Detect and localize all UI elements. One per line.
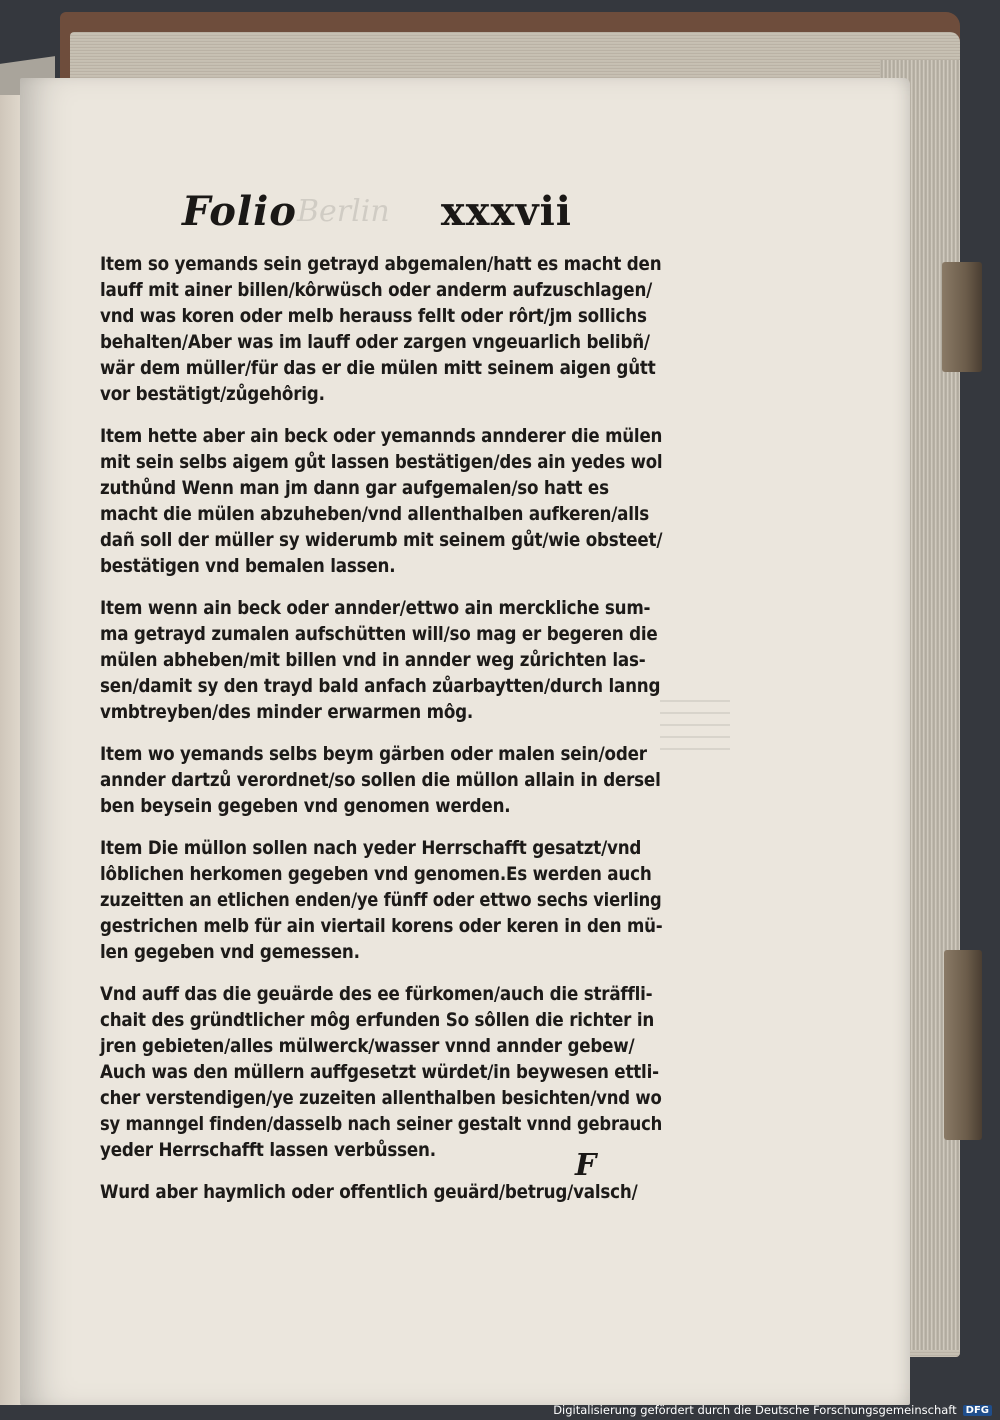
- text-line: len gegeben vnd gemessen.: [100, 942, 360, 963]
- paragraph: [100, 742, 662, 820]
- paragraph: [100, 836, 662, 966]
- text-line: Auch was den müllern auffgesetzt würdet/in beywesen ettli-: [100, 1062, 659, 1083]
- text-line: mülen abheben/mit billen vnd in annder weg zůrichten las-: [100, 650, 646, 671]
- text-line: yeder Herrschafft lassen verbůssen.: [100, 1140, 436, 1161]
- text-line: mit sein selbs aigem gůt lassen bestätigen/des ain yedes wol: [100, 452, 663, 473]
- text-line: Item Die müllon sollen nach yeder Herrschafft gesatzt/vnd: [100, 838, 642, 859]
- text-line: wär dem müller/für das er die mülen mitt seinem aigen gůtt: [100, 358, 656, 379]
- text-line: dañ soll der müller sy widerumb mit seinem gůt/wie obsteet/: [100, 530, 663, 551]
- paragraph: [100, 596, 662, 726]
- text-line: sen/damit sy den trayd bald anfach zůarbaytten/durch lanng: [100, 676, 661, 697]
- text-line: lauff mit ainer billen/kôrwüsch oder anderm aufzuschlagen/: [100, 280, 653, 301]
- show-through-text: Berlin: [297, 194, 390, 229]
- text-line: ma getrayd zumalen aufschütten will/so mag er begeren die: [100, 624, 658, 645]
- text-line: jren gebieten/alles mülwerck/wasser vnnd annder gebew/: [100, 1036, 635, 1057]
- text-line: zuthůnd Wenn man jm dann gar aufgemalen/so hatt es: [100, 478, 609, 499]
- digitization-credit: [553, 1402, 992, 1418]
- text-line: macht die mülen abzuheben/vnd allenthalben aufkeren/alls: [100, 504, 650, 525]
- text-line: ben beysein gegeben vnd genomen werden.: [100, 796, 511, 817]
- text-line: Item so yemands sein getrayd abgemalen/hatt es macht den: [100, 254, 662, 275]
- paragraph: [100, 982, 662, 1164]
- text-line: Vnd auff das die geuärde des ee fürkomen/auch die sträffli-: [100, 984, 653, 1005]
- dfg-logo: DFG: [963, 1405, 992, 1416]
- text-line: vmbtreyben/des minder erwarmen môg.: [100, 702, 474, 723]
- text-line: Item wo yemands selbs beym gärben oder malen sein/oder: [100, 744, 647, 765]
- text-line: annder dartzů verordnet/so sollen die müllon allain in dersel: [100, 770, 661, 791]
- text-line: chait des gründtlicher môg erfunden So sôllen die richter in: [100, 1010, 655, 1031]
- text-line: vor bestätigt/zůgehôrig.: [100, 384, 325, 405]
- credit-text: Digitalisierung gefördert durch die Deutsche Forschungsgemeinschaft: [553, 1403, 957, 1417]
- text-line: cher verstendigen/ye zuzeiten allenthalben besichten/vnd wo: [100, 1088, 662, 1109]
- text-line: Item wenn ain beck oder annder/ettwo ain merckliche sum-: [100, 598, 651, 619]
- text-line: lôblichen herkomen gegeben vnd genomen.Es werden auch: [100, 864, 652, 885]
- text-line: sy manngel finden/dasselb nach seiner gestalt vnnd gebrauch: [100, 1114, 663, 1135]
- page-header: [182, 188, 572, 238]
- signature-mark: F: [575, 1148, 597, 1183]
- folio-number: xxxvii: [440, 188, 572, 235]
- text-line: zuzeitten an etlichen enden/ye fünff oder ettwo sechs vierling: [100, 890, 662, 911]
- clasp-bottom: [944, 950, 982, 1140]
- clasp-top: [942, 262, 982, 372]
- text-line: gestrichen melb für ain viertail korens oder keren in den mü-: [100, 916, 663, 937]
- paragraph: [100, 424, 662, 580]
- text-line: vnd was koren oder melb herauss fellt oder rôrt/jm sollichs: [100, 306, 647, 327]
- paragraph: [100, 252, 662, 408]
- last-text-line: Wurd aber haymlich oder offentlich geuärd/betrug/valsch/: [100, 1182, 638, 1203]
- text-line: bestätigen vnd bemalen lassen.: [100, 556, 396, 577]
- show-through-marks: [660, 690, 730, 750]
- text-line: behalten/Aber was im lauff oder zargen vngeuarlich belibñ/: [100, 332, 650, 353]
- folio-label: Folio: [182, 188, 297, 235]
- text-line: Item hette aber ain beck oder yemannds annderer die mülen: [100, 426, 663, 447]
- main-text-block: [100, 252, 662, 1206]
